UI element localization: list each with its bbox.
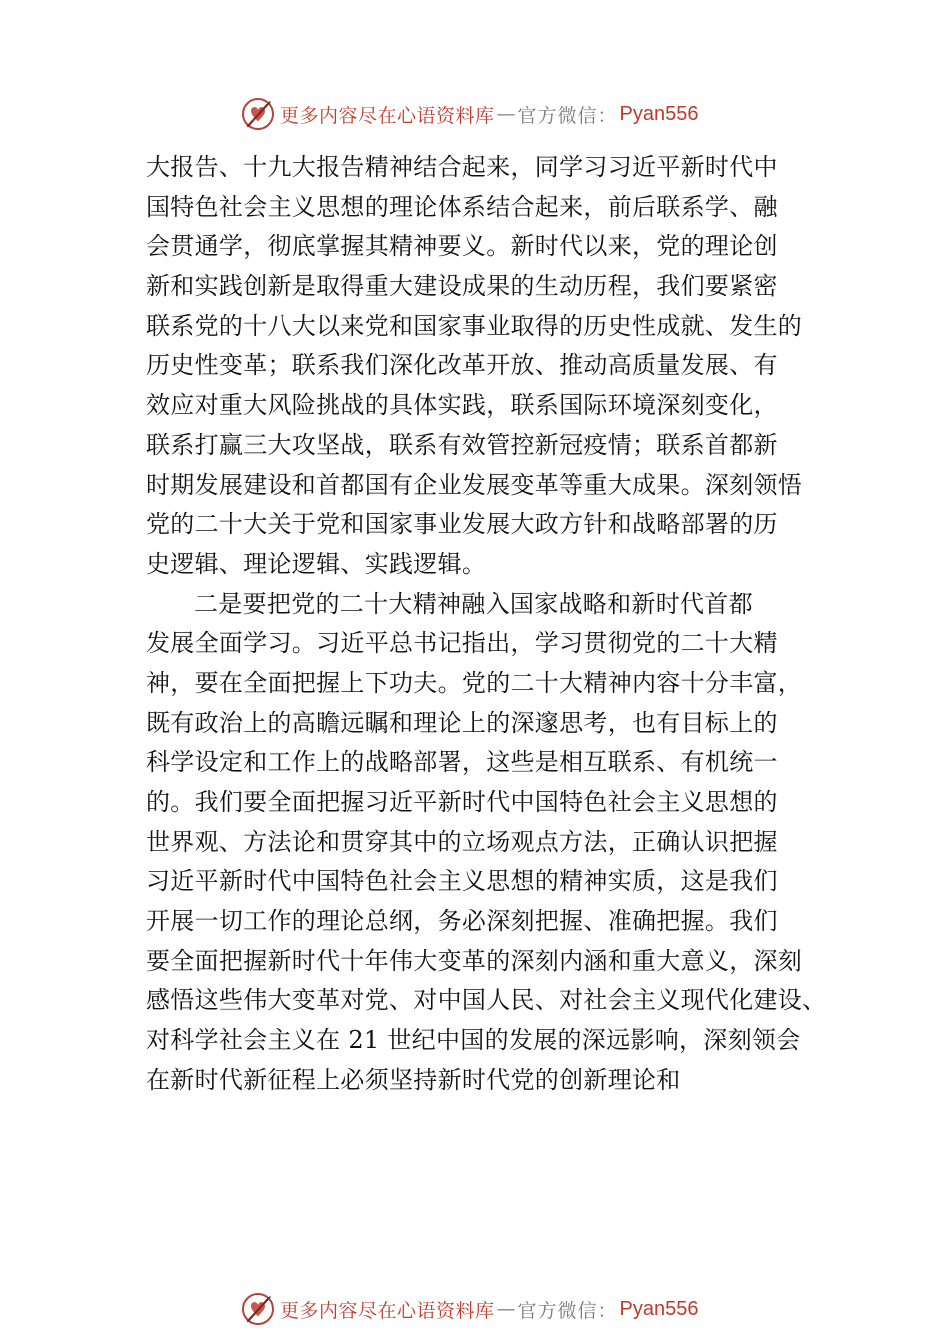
document-body	[146, 148, 836, 1101]
text-line: 时期发展建设和首都国有企业发展变革等重大成果。深刻领悟	[146, 470, 803, 499]
text-line: 对科学社会主义在 21 世纪中国的发展的深远影响，深刻领会	[146, 1026, 801, 1055]
text-line: 党的二十大关于党和国家事业发展大政方针和战略部署的历	[146, 510, 778, 539]
text-line: 科学设定和工作上的战略部署，这些是相互联系、有机统一	[146, 748, 778, 777]
banner-account: Pyan556	[619, 102, 699, 125]
heart-pen-logo-icon	[240, 1291, 276, 1327]
text-line: 联系党的十八大以来党和国家事业取得的历史性成就、发生的	[146, 311, 803, 340]
text-line: 开展一切工作的理论总纲，务必深刻把握、准确把握。我们	[146, 907, 778, 936]
text-line: 会贯通学，彻底掌握其精神要义。新时代以来，党的理论创	[146, 232, 778, 261]
text-line: 要全面把握新时代十年伟大变革的深刻内涵和重大意义，深刻	[146, 946, 803, 975]
heart-pen-logo-icon	[240, 96, 276, 132]
banner-brand-text: 更多内容尽在心语资料库	[280, 1299, 495, 1322]
text-line: 历史性变革；联系我们深化改革开放、推动高质量发展、有	[146, 351, 778, 380]
text-line: 史逻辑、理论逻辑、实践逻辑。	[146, 549, 487, 578]
text-line: 新和实践创新是取得重大建设成果的生动历程，我们要紧密	[146, 272, 778, 301]
banner-dash: —	[496, 103, 516, 125]
banner-dash: —	[496, 1298, 516, 1320]
text-line: 既有政治上的高瞻远瞩和理论上的深邃思考，也有目标上的	[146, 708, 778, 737]
text-line: 世界观、方法论和贯穿其中的立场观点方法，正确认识把握	[146, 827, 778, 856]
text-line: 发展全面学习。习近平总书记指出，学习贯彻党的二十大精	[146, 629, 778, 658]
text-line: 国特色社会主义思想的理论体系结合起来，前后联系学、融	[146, 192, 778, 221]
banner-brand-text: 更多内容尽在心语资料库	[280, 104, 495, 127]
footer-banner	[240, 1291, 699, 1327]
text-line: 神，要在全面把握上下功夫。党的二十大精神内容十分丰富，	[146, 668, 803, 697]
paragraph-start-line: 二是要把党的二十大精神融入国家战略和新时代首都	[194, 589, 753, 618]
header-banner	[240, 96, 699, 132]
text-line: 在新时代新征程上必须坚持新时代党的创新理论和	[146, 1065, 681, 1094]
text-line: 的。我们要全面把握习近平新时代中国特色社会主义思想的	[146, 788, 778, 816]
banner-wechat-label: 官方微信：	[517, 1299, 618, 1322]
text-line: 效应对重大风险挑战的具体实践，联系国际环境深刻变化，	[146, 391, 778, 420]
banner-account: Pyan556	[619, 1297, 699, 1320]
text-line: 感悟这些伟大变革对党、对中国人民、对社会主义现代化建设、	[146, 986, 827, 1015]
text-line: 习近平新时代中国特色社会主义思想的精神实质，这是我们	[146, 867, 778, 896]
text-line: 联系打赢三大攻坚战，联系有效管控新冠疫情；联系首都新	[146, 430, 778, 459]
banner-wechat-label: 官方微信：	[517, 104, 618, 127]
text-line: 大报告、十九大报告精神结合起来，同学习习近平新时代中	[146, 153, 778, 181]
